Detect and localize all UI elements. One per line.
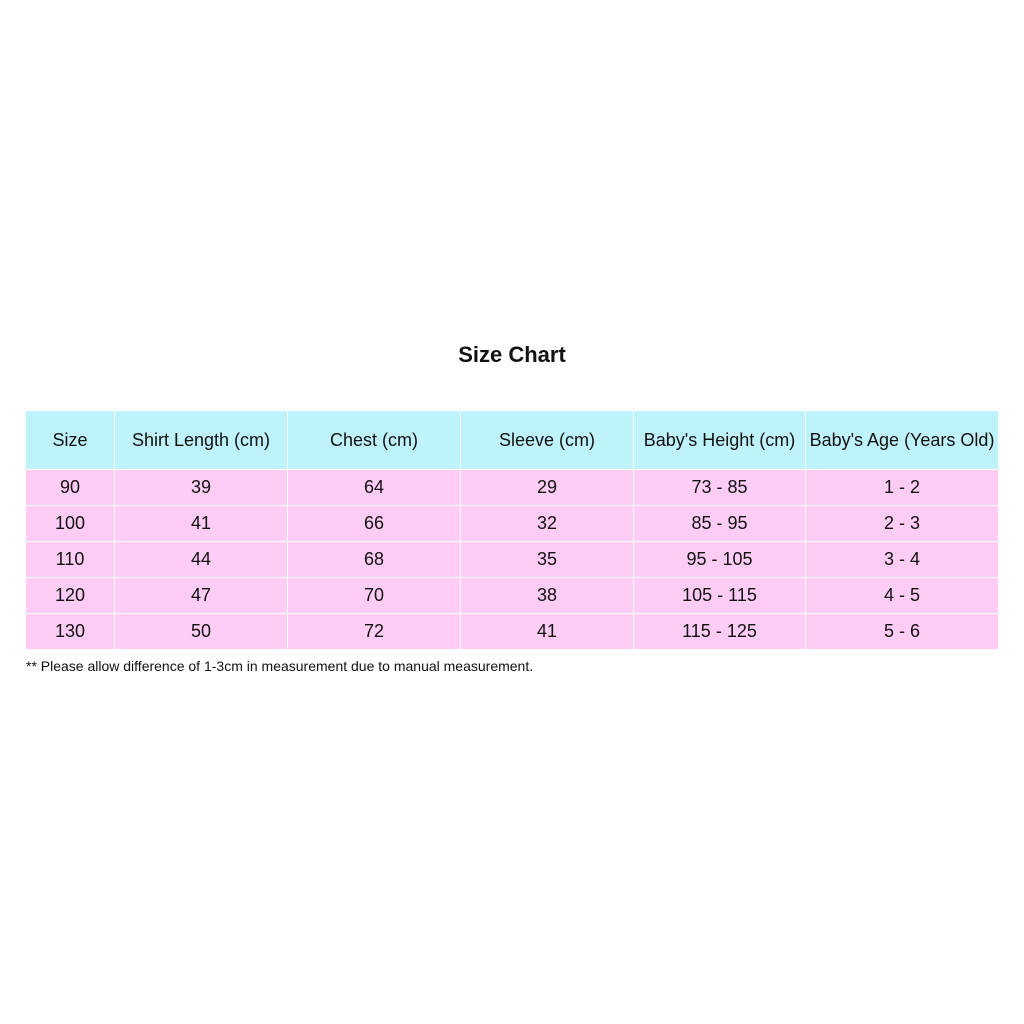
- cell-chest: 70: [288, 578, 461, 614]
- cell-size: 130: [26, 614, 115, 650]
- page-title: Size Chart: [458, 342, 566, 367]
- cell-sleeve: 38: [461, 578, 634, 614]
- table-row: [26, 614, 999, 650]
- cell-shirt-length: 50: [115, 614, 288, 650]
- header-shirt-length: Shirt Length (cm): [115, 411, 288, 470]
- header-chest: Chest (cm): [288, 411, 461, 470]
- cell-chest: 64: [288, 470, 461, 506]
- table-body: [26, 470, 999, 650]
- cell-shirt-length: 44: [115, 542, 288, 578]
- header-size: Size: [26, 411, 115, 470]
- cell-baby-height: 115 - 125: [634, 614, 806, 650]
- cell-baby-height: 105 - 115: [634, 578, 806, 614]
- cell-shirt-length: 41: [115, 506, 288, 542]
- cell-baby-age: 5 - 6: [806, 614, 999, 650]
- table-row: [26, 506, 999, 542]
- cell-baby-height: 95 - 105: [634, 542, 806, 578]
- size-chart-table: [25, 410, 999, 650]
- cell-shirt-length: 47: [115, 578, 288, 614]
- table-row: [26, 542, 999, 578]
- cell-sleeve: 32: [461, 506, 634, 542]
- header-baby-age: Baby's Age (Years Old): [806, 411, 999, 470]
- cell-size: 120: [26, 578, 115, 614]
- cell-sleeve: 35: [461, 542, 634, 578]
- cell-chest: 66: [288, 506, 461, 542]
- cell-baby-age: 3 - 4: [806, 542, 999, 578]
- header-sleeve: Sleeve (cm): [461, 411, 634, 470]
- cell-baby-height: 73 - 85: [634, 470, 806, 506]
- cell-baby-height: 85 - 95: [634, 506, 806, 542]
- cell-baby-age: 2 - 3: [806, 506, 999, 542]
- cell-size: 100: [26, 506, 115, 542]
- cell-chest: 68: [288, 542, 461, 578]
- cell-sleeve: 29: [461, 470, 634, 506]
- header-baby-height: Baby's Height (cm): [634, 411, 806, 470]
- cell-shirt-length: 39: [115, 470, 288, 506]
- table-row: [26, 470, 999, 506]
- table-header: [26, 411, 999, 470]
- cell-size: 110: [26, 542, 115, 578]
- cell-baby-age: 1 - 2: [806, 470, 999, 506]
- cell-size: 90: [26, 470, 115, 506]
- header-row: [26, 411, 999, 470]
- cell-sleeve: 41: [461, 614, 634, 650]
- table-row: [26, 578, 999, 614]
- cell-baby-age: 4 - 5: [806, 578, 999, 614]
- cell-chest: 72: [288, 614, 461, 650]
- measurement-note: ** Please allow difference of 1-3cm in measurement due to manual measurement.: [26, 658, 534, 674]
